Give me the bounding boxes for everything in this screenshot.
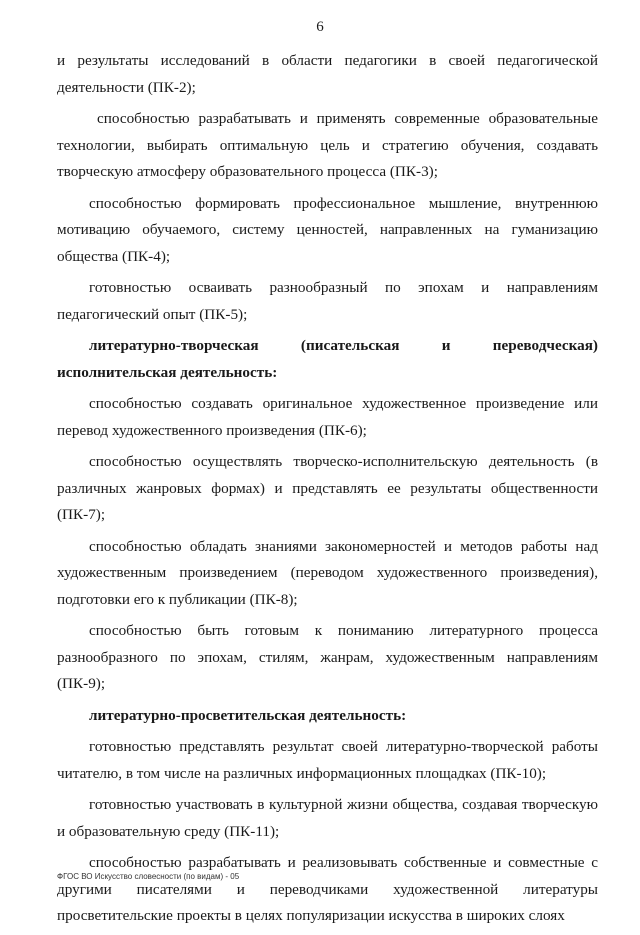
paragraph-pk7: способностью осуществлять творческо-исполнительскую деятельность (в различных жанровых формах) и представлять ее результаты общественности (ПК-7); <box>57 453 598 523</box>
paragraph-pk9: способностью быть готовым к пониманию литературного процесса разнообразного по эпохам, стилям, жанрам, художественным направлениям (ПК-9); <box>57 622 598 692</box>
paragraph-pk12-start: способностью разрабатывать и реализовывать собственные и совместные с другими писателями и переводчиками художественной литературы просветительские проекты в целях популяризации искусства в широких слоях <box>57 854 598 924</box>
paragraph-pk8: способностью обладать знаниями закономерностей и методов работы над художественным произведением (переводом художественного произведения), подготовки его к публикации (ПК-8); <box>57 537 598 608</box>
paragraph-pk10: готовностью представлять результат своей литературно-творческой работы читателю, в том числе на различных информационных площадках (ПК-10); <box>57 738 598 782</box>
paragraph-pk11: готовностью участвовать в культурной жизни общества, создавая творческую и образовательную среду (ПК-11); <box>57 796 598 840</box>
page-number: 6 <box>316 19 324 35</box>
paragraph-pk5: готовностью осваивать разнообразный по эпохам и направлениям педагогический опыт (ПК-5); <box>57 279 598 323</box>
paragraph-pk2-continuation: и результаты исследований в области педагогики в своей педагогической деятельности (ПК-2); <box>57 52 598 96</box>
section-heading-literary-creative: литературно-творческая (писательская и переводческая) исполнительская деятельность: <box>57 337 598 381</box>
document-body <box>57 48 598 935</box>
paragraph-pk3: способностью разрабатывать и применять современные образовательные технологии, выбирать оптимальную цель и стратегию обучения, создавать творческую атмосферу образовательного процесса (ПК-3); <box>57 110 598 180</box>
section-heading-literary-educational: литературно-просветительская деятельность: <box>89 706 407 724</box>
paragraph-pk4: способностью формировать профессиональное мышление, внутреннюю мотивацию обучаемого, систему ценностей, направленных на гуманизацию общества (ПК-4); <box>57 194 598 265</box>
document-footer: ФГОС ВО Искусство словесности (по видам) - 05 <box>57 872 240 881</box>
paragraph-pk6: способностью создавать оригинальное художественное произведение или перевод художественного произведения (ПК-6); <box>57 395 598 439</box>
